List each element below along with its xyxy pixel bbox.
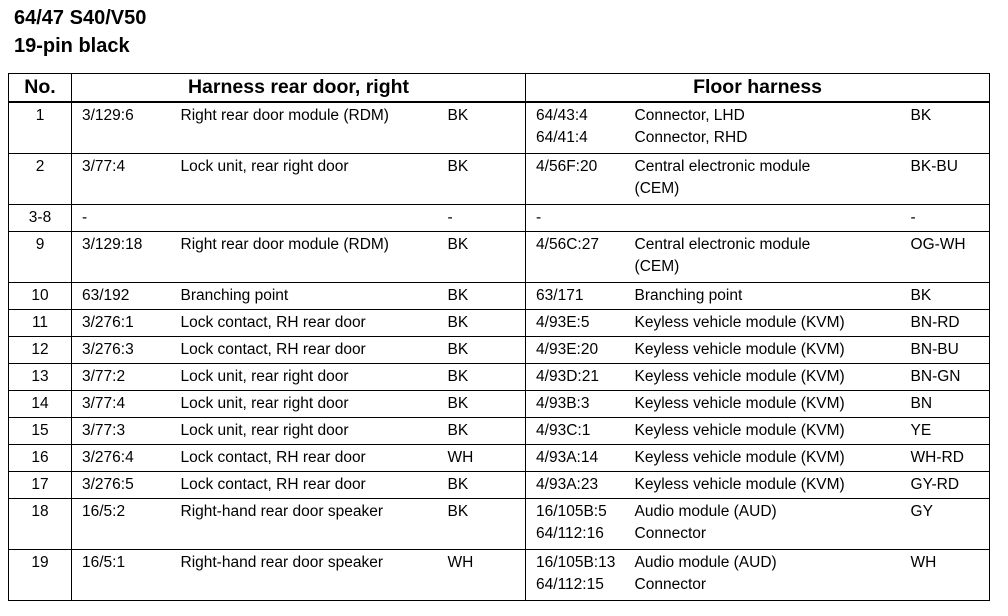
pin-number: 18 [9, 499, 72, 550]
floor-description [629, 102, 905, 154]
floor-connector [526, 232, 629, 283]
floor-description-line: Branching point [634, 287, 743, 304]
floor-connector [526, 391, 629, 418]
floor-description [629, 232, 905, 283]
floor-connector [526, 418, 629, 445]
floor-connector [526, 337, 629, 364]
floor-connector [526, 154, 629, 205]
floor-description [629, 154, 905, 205]
door-wire-color: WH [442, 445, 526, 472]
pin-number: 12 [9, 337, 72, 364]
floor-connector [526, 499, 629, 550]
floor-connector [526, 205, 629, 232]
floor-description [629, 550, 905, 601]
door-connector: 3/77:4 [72, 154, 175, 205]
floor-description [629, 472, 905, 499]
door-description: Lock contact, RH rear door [175, 472, 442, 499]
pin-number: 3-8 [9, 205, 72, 232]
door-description: Branching point [175, 283, 442, 310]
floor-connector [526, 102, 629, 154]
door-connector: 16/5:2 [72, 499, 175, 550]
floor-connector [526, 364, 629, 391]
pin-table [8, 73, 990, 601]
door-wire-color: BK [442, 283, 526, 310]
door-wire-color: BK [442, 310, 526, 337]
pin-number: 17 [9, 472, 72, 499]
floor-wire-color: BN-RD [905, 310, 990, 337]
door-description: Right-hand rear door speaker [175, 499, 442, 550]
door-wire-color: WH [442, 550, 526, 601]
pin-number: 9 [9, 232, 72, 283]
floor-connector-line: 4/56C:27 [536, 236, 599, 253]
floor-wire-color: BK [905, 283, 990, 310]
floor-wire-color: BN-BU [905, 337, 990, 364]
table-row [9, 445, 990, 472]
pin-number: 19 [9, 550, 72, 601]
floor-connector [526, 310, 629, 337]
door-description: Lock contact, RH rear door [175, 445, 442, 472]
table-row [9, 154, 990, 205]
floor-connector-line: 4/93A:14 [536, 449, 599, 466]
table-row [9, 102, 990, 154]
floor-connector-line: 4/56F:20 [536, 158, 598, 175]
floor-connector-line: - [536, 209, 542, 226]
floor-description [629, 445, 905, 472]
floor-wire-color: WH [905, 550, 990, 601]
floor-wire-color: YE [905, 418, 990, 445]
door-connector: 3/77:3 [72, 418, 175, 445]
door-wire-color: BK [442, 232, 526, 283]
table-row [9, 364, 990, 391]
header-no: No. [9, 74, 72, 103]
door-description: Lock contact, RH rear door [175, 337, 442, 364]
floor-description-line: Audio module (AUD) [634, 554, 777, 571]
floor-description-line: Connector [634, 525, 707, 542]
floor-description [629, 310, 905, 337]
door-connector: 3/77:2 [72, 364, 175, 391]
document-title: 64/47 S40/V50 [14, 7, 147, 29]
floor-description [629, 283, 905, 310]
floor-wire-color: BN [905, 391, 990, 418]
floor-connector-line: 64/112:16 [536, 525, 604, 542]
floor-connector-line: 4/93D:21 [536, 368, 599, 385]
floor-description [629, 418, 905, 445]
floor-wire-color: GY-RD [905, 472, 990, 499]
door-description [175, 205, 442, 232]
floor-description-line: Connector, RHD [634, 129, 748, 146]
door-connector: 3/77:4 [72, 391, 175, 418]
floor-connector-line: 4/93A:23 [536, 476, 599, 493]
door-wire-color: BK [442, 364, 526, 391]
door-description: Right-hand rear door speaker [175, 550, 442, 601]
floor-description-line: Connector [634, 576, 707, 593]
door-wire-color: BK [442, 391, 526, 418]
door-wire-color: BK [442, 472, 526, 499]
door-wire-color: BK [442, 154, 526, 205]
door-description: Lock contact, RH rear door [175, 310, 442, 337]
door-wire-color: - [442, 205, 526, 232]
table-row [9, 283, 990, 310]
floor-connector [526, 472, 629, 499]
pin-number: 14 [9, 391, 72, 418]
door-connector: 3/276:1 [72, 310, 175, 337]
table-row [9, 337, 990, 364]
pin-number: 16 [9, 445, 72, 472]
table-row [9, 205, 990, 232]
floor-description-line: Central electronic module [634, 236, 811, 253]
floor-description-line: Keyless vehicle module (KVM) [634, 341, 845, 358]
door-connector: 16/5:1 [72, 550, 175, 601]
door-connector: 63/192 [72, 283, 175, 310]
floor-wire-color: OG-WH [905, 232, 990, 283]
floor-connector-line: 4/93B:3 [536, 395, 590, 412]
floor-description [629, 391, 905, 418]
header-rear-door-harness: Harness rear door, right [72, 74, 526, 103]
door-wire-color: BK [442, 102, 526, 154]
floor-description [629, 364, 905, 391]
floor-wire-color: - [905, 205, 990, 232]
document-subtitle: 19-pin black [14, 35, 130, 57]
door-description: Lock unit, rear right door [175, 364, 442, 391]
floor-wire-color: WH-RD [905, 445, 990, 472]
door-connector: 3/129:18 [72, 232, 175, 283]
pin-number: 11 [9, 310, 72, 337]
table-row [9, 391, 990, 418]
table-row [9, 232, 990, 283]
floor-connector-line: 64/43:4 [536, 107, 588, 124]
door-description: Lock unit, rear right door [175, 391, 442, 418]
floor-connector-line: 64/41:4 [536, 129, 588, 146]
floor-description-line: Keyless vehicle module (KVM) [634, 422, 845, 439]
floor-description-line: (CEM) [634, 258, 680, 275]
door-description: Lock unit, rear right door [175, 154, 442, 205]
door-connector: 3/276:4 [72, 445, 175, 472]
door-wire-color: BK [442, 337, 526, 364]
floor-wire-color: BN-GN [905, 364, 990, 391]
floor-connector [526, 445, 629, 472]
door-description: Lock unit, rear right door [175, 418, 442, 445]
table-header-row [9, 74, 990, 103]
pin-number: 10 [9, 283, 72, 310]
door-description: Right rear door module (RDM) [175, 102, 442, 154]
table-row [9, 472, 990, 499]
floor-description-line: (CEM) [634, 180, 680, 197]
floor-description-line: Keyless vehicle module (KVM) [634, 368, 845, 385]
pin-number: 1 [9, 102, 72, 154]
floor-connector-line: 64/112:15 [536, 576, 604, 593]
header-floor-harness: Floor harness [526, 74, 990, 103]
floor-description [629, 337, 905, 364]
floor-connector-line: 63/171 [536, 287, 584, 304]
door-connector: 3/276:3 [72, 337, 175, 364]
floor-description-line: Audio module (AUD) [634, 503, 777, 520]
pin-number: 2 [9, 154, 72, 205]
floor-description [629, 499, 905, 550]
floor-description-line: Central electronic module [634, 158, 811, 175]
floor-description-line: Keyless vehicle module (KVM) [634, 395, 845, 412]
floor-description-line: Keyless vehicle module (KVM) [634, 314, 845, 331]
floor-description-line: Keyless vehicle module (KVM) [634, 449, 845, 466]
floor-description-line: Keyless vehicle module (KVM) [634, 476, 845, 493]
door-wire-color: BK [442, 499, 526, 550]
floor-description-line: Connector, LHD [634, 107, 745, 124]
table-row [9, 418, 990, 445]
door-description: Right rear door module (RDM) [175, 232, 442, 283]
floor-connector-line: 4/93E:20 [536, 341, 599, 358]
floor-wire-color: BK-BU [905, 154, 990, 205]
floor-connector-line: 16/105B:13 [536, 554, 616, 571]
pin-number: 13 [9, 364, 72, 391]
floor-description [629, 205, 905, 232]
floor-connector-line: 16/105B:5 [536, 503, 607, 520]
floor-connector [526, 283, 629, 310]
door-wire-color: BK [442, 418, 526, 445]
table-row [9, 499, 990, 550]
table-row [9, 550, 990, 601]
floor-connector [526, 550, 629, 601]
floor-connector-line: 4/93C:1 [536, 422, 591, 439]
door-connector: - [72, 205, 175, 232]
floor-wire-color: GY [905, 499, 990, 550]
door-connector: 3/129:6 [72, 102, 175, 154]
floor-wire-color: BK [905, 102, 990, 154]
table-row [9, 310, 990, 337]
floor-connector-line: 4/93E:5 [536, 314, 590, 331]
door-connector: 3/276:5 [72, 472, 175, 499]
pin-number: 15 [9, 418, 72, 445]
